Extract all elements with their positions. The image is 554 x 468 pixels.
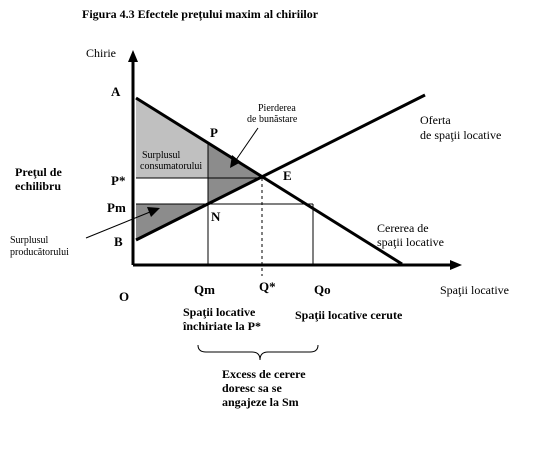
equilibrium-price-label-line1: Preţul de — [15, 165, 62, 179]
q-star-label: Q* — [259, 279, 276, 294]
origin-label: O — [119, 289, 130, 304]
figure-title: Figura 4.3 Efectele prețului maxim al chiriilor — [82, 7, 319, 21]
excess-demand-brace — [198, 345, 318, 360]
supply-label-line1: Oferta — [420, 113, 451, 127]
pm-label: Pm — [107, 200, 126, 215]
equilibrium-price-label-line2: echilibru — [15, 179, 62, 193]
consumer-surplus-label-line1: Surplusul — [142, 150, 181, 161]
point-b-label: B — [114, 234, 123, 249]
point-a-label: A — [111, 84, 121, 99]
excess-demand-label-line2: doresc sa se — [222, 381, 282, 395]
consumer-surplus-label-line2: consumatorului — [140, 161, 203, 172]
rented-label-line1: Spaţii locative — [183, 305, 256, 319]
qo-label: Qo — [314, 282, 331, 297]
excess-demand-label-line1: Excess de cerere — [222, 367, 306, 381]
demanded-label: Spaţii locative cerute — [295, 308, 403, 322]
point-p-label: P — [210, 125, 218, 140]
welfare-loss-label-line1: Pierderea — [258, 103, 296, 114]
supply-label-line2: de spaţii locative — [420, 128, 502, 142]
excess-demand-label-line3: angajeze la Sm — [222, 395, 299, 409]
producer-surplus-label-line2: producătorului — [10, 247, 69, 258]
x-axis-arrow — [450, 260, 462, 270]
welfare-loss-arrow — [236, 128, 258, 160]
qm-label: Qm — [194, 282, 215, 297]
p-star-label: P* — [111, 173, 126, 188]
welfare-loss-area — [208, 144, 262, 204]
x-axis-label: Spaţii locative — [440, 283, 509, 297]
y-axis-arrow — [128, 50, 138, 62]
demand-label-line1: Cererea de — [377, 221, 429, 235]
point-n-label: N — [211, 209, 221, 224]
demand-label-line2: spaţii locative — [377, 235, 444, 249]
rented-label-line2: închiriate la P* — [183, 319, 261, 333]
producer-surplus-label-line1: Surplusul — [10, 235, 49, 246]
point-e-label: E — [283, 168, 292, 183]
y-axis-label: Chirie — [86, 46, 116, 60]
welfare-loss-label-line2: de bunăstare — [247, 114, 298, 125]
